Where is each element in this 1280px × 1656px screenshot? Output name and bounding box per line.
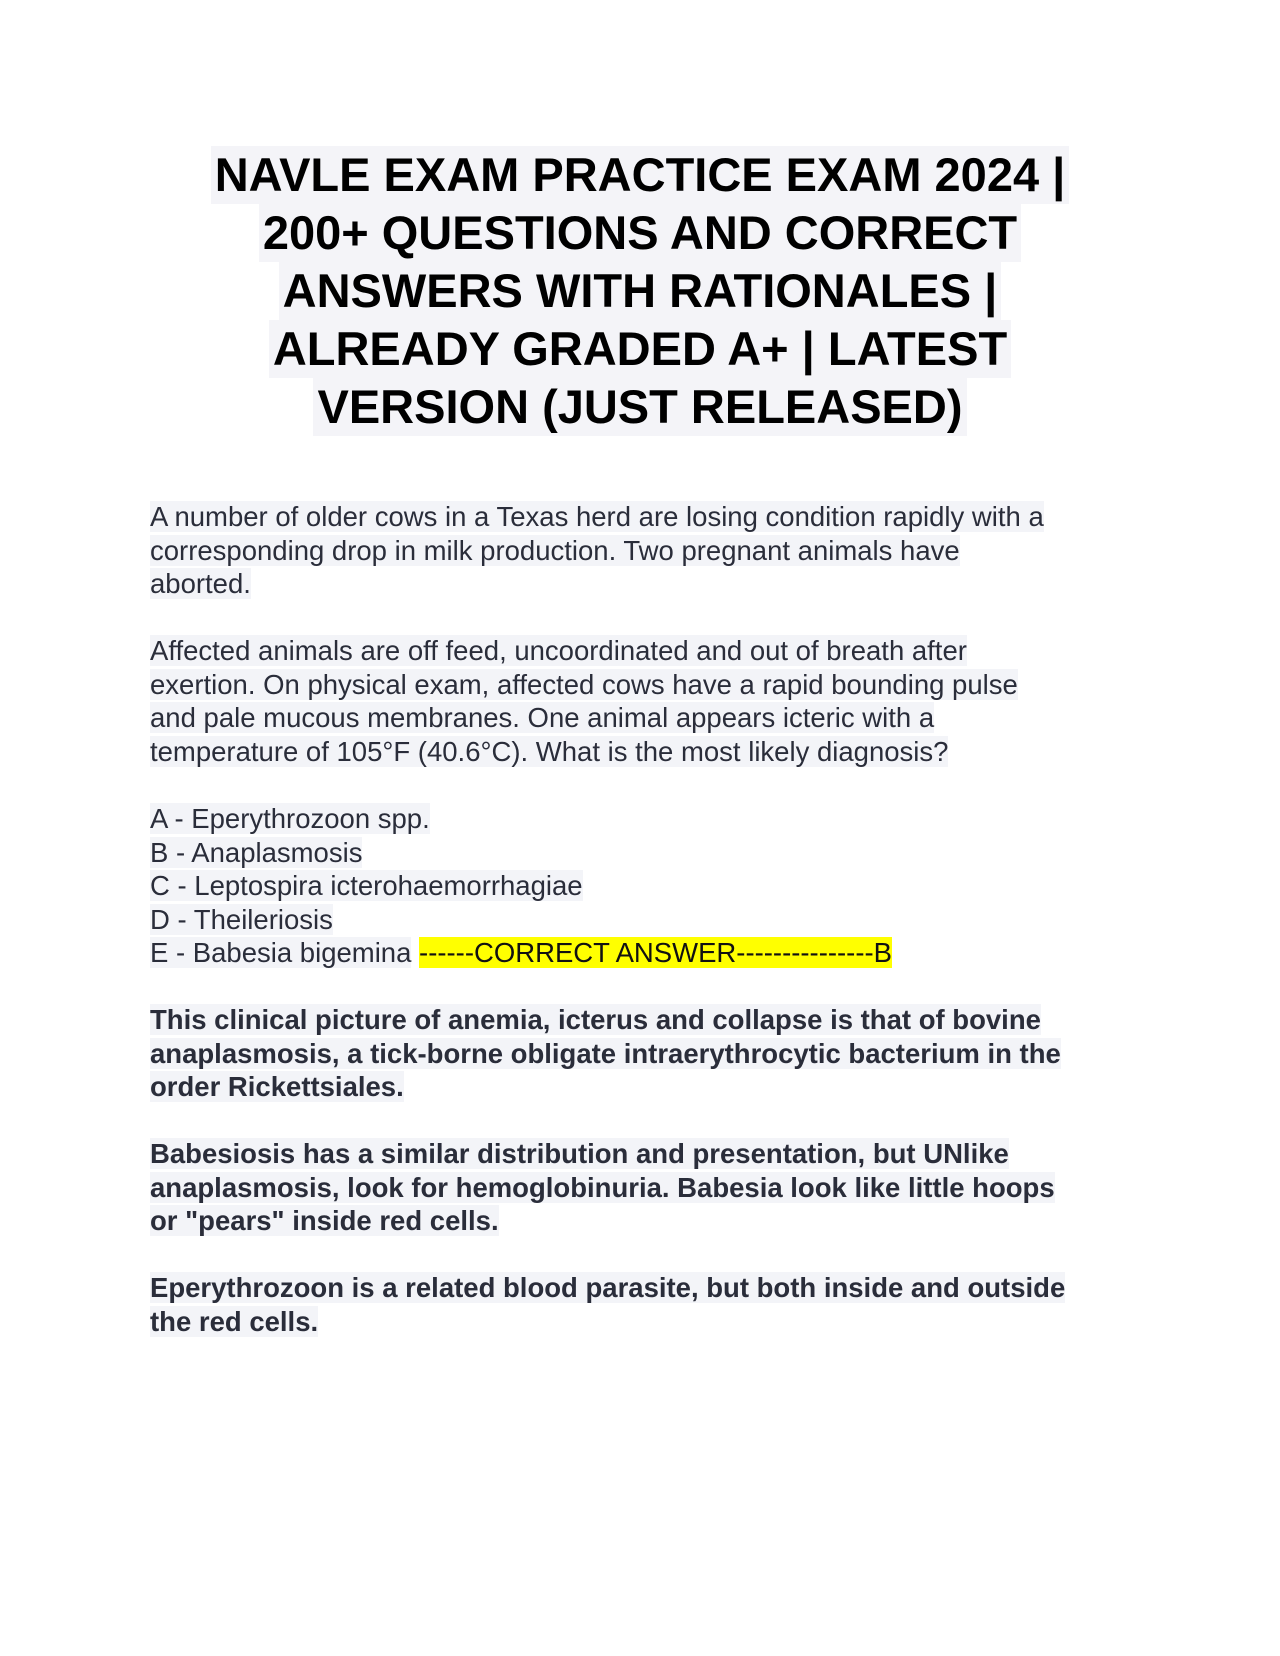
text-line: Affected animals are off feed, uncoordinated and out of breath after bbox=[150, 635, 967, 666]
text-line: exertion. On physical exam, affected cows have a rapid bounding pulse bbox=[150, 668, 1018, 700]
question-paragraph-2 bbox=[150, 634, 1140, 768]
text-line: Babesiosis has a similar distribution and presentation, but UNlike bbox=[150, 1138, 1009, 1169]
rationale-paragraph-3 bbox=[150, 1271, 1140, 1338]
text-line: anaplasmosis, a tick-borne obligate intraerythrocytic bacterium in the bbox=[150, 1037, 1061, 1069]
title-line: VERSION (JUST RELEASED) bbox=[313, 378, 966, 436]
option-b: B - Anaplasmosis bbox=[150, 836, 363, 868]
answer-options bbox=[150, 802, 1140, 970]
title-line: NAVLE EXAM PRACTICE EXAM 2024 | bbox=[211, 146, 1070, 204]
option-e: E - Babesia bigemina bbox=[150, 937, 412, 968]
title-line: 200+ QUESTIONS AND CORRECT bbox=[259, 204, 1021, 262]
option-d: D - Theileriosis bbox=[150, 903, 333, 935]
correct-answer-marker: ------CORRECT ANSWER---------------B bbox=[419, 937, 892, 968]
text-line: order Rickettsiales. bbox=[150, 1071, 404, 1102]
option-c: C - Leptospira icterohaemorrhagiae bbox=[150, 870, 583, 901]
document-title bbox=[150, 146, 1130, 436]
text-line: This clinical picture of anemia, icterus and collapse is that of bovine bbox=[150, 1004, 1041, 1035]
rationale-paragraph-2 bbox=[150, 1137, 1140, 1238]
text-line: aborted. bbox=[150, 568, 251, 599]
text-line: temperature of 105°F (40.6°C). What is the most likely diagnosis? bbox=[150, 735, 949, 767]
option-a: A - Eperythrozoon spp. bbox=[150, 803, 430, 834]
text-line: or "pears" inside red cells. bbox=[150, 1205, 499, 1236]
text-line: Eperythrozoon is a related blood parasite, but both inside and outside bbox=[150, 1272, 1066, 1303]
question-paragraph-1 bbox=[150, 500, 1140, 601]
title-line: ANSWERS WITH RATIONALES | bbox=[279, 262, 1002, 320]
text-line: the red cells. bbox=[150, 1305, 319, 1337]
text-line: and pale mucous membranes. One animal appears icteric with a bbox=[150, 702, 935, 733]
text-line: corresponding drop in milk production. Two pregnant animals have bbox=[150, 534, 960, 566]
rationale-paragraph-1 bbox=[150, 1003, 1140, 1104]
text-line: anaplasmosis, look for hemoglobinuria. Babesia look like little hoops bbox=[150, 1171, 1055, 1203]
title-line: ALREADY GRADED A+ | LATEST bbox=[269, 320, 1011, 378]
text-line: A number of older cows in a Texas herd are losing condition rapidly with a bbox=[150, 501, 1044, 532]
